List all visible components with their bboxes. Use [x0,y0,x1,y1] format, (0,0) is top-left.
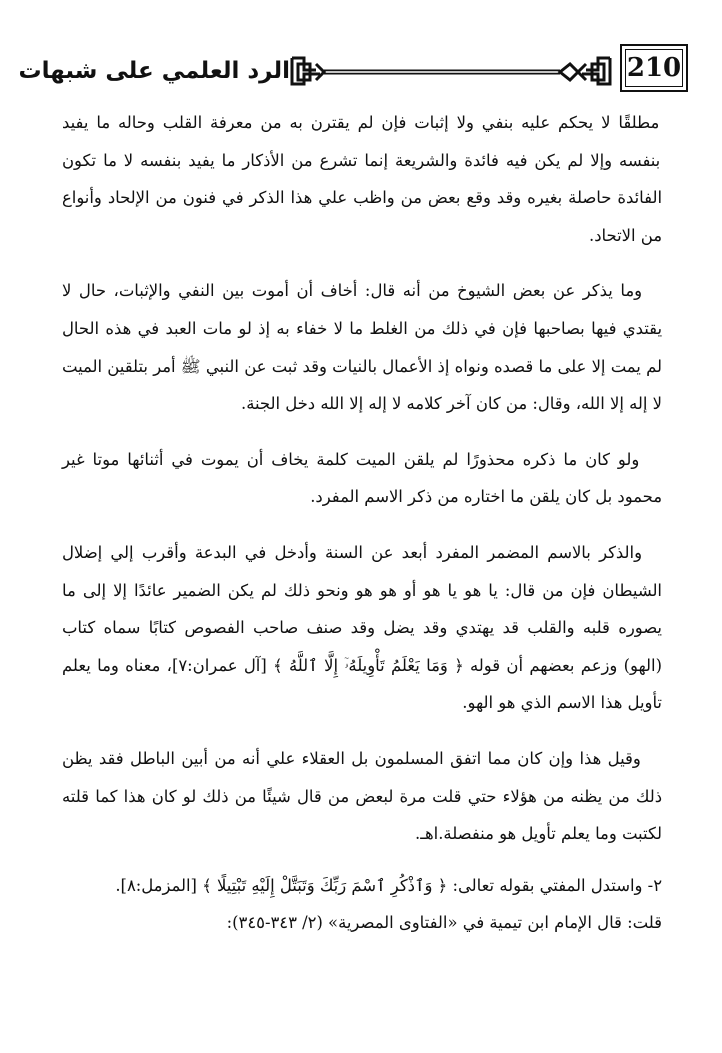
text-line: إضلال الشيطان فإن من قال: يا هو يا هو أو هو هو ونحو ذلك لم يكن الضمير عائدًا [62,542,662,600]
text-line: حال لا يقتدي فيها بصاحبها فإن في ذلك من الغلط ما لا خفاء به إذ لو مات العبد في [62,281,663,338]
paragraph-3 [62,441,662,516]
text-line: وما يذكر عن بعض الشيوخ من أنه قال: أخاف أن أموت بين النفي والإثبات، [105,281,643,301]
text-line: دخل الجنة. [240,394,316,414]
paragraph-2 [62,272,662,422]
body-text [62,104,662,942]
text-line: معناه وما يعلم تأويل هذا الاسم الذي هو الهو. [62,655,662,713]
page-header [0,36,722,106]
text-line: هذه الحال لم يمت إلا على ما قصده ونواه إذ الأعمال بالنيات وقد ثبت عن النبي [62,318,662,376]
paragraph-5 [62,740,662,853]
text-line: والذكر بالاسم المضمر المفرد أبعد عن السنة وأدخل في البدعة وأقرب إلي [102,542,642,562]
quran-quote-line: ٢- واستدل المفتي بقوله تعالى: ﴿ وَٱذْكُرِ ٱسْمَ رَبِّكَ وَتَبَتَّلْ إِلَيْهِ تَبْتِيلًا ﴾ [المزمل:٨]. [115,875,662,895]
quran-quote-line: سماه كتاب (الهو) وزعم بعضهم أن قوله ﴿ وَمَا يَعْلَمُ تَأْوِيلَهُۥٓ إِلَّا ٱللَّهُ ﴾ [آل عمران:٧]، [62,618,662,675]
text-line: وأنواع من الاتحاد. [62,188,662,245]
text-line: إلا إلى ما يصوره قلبه والقلب قد يهتدي وقد يضل وقد صنف صاحب الفصوص كتابًا [62,580,662,638]
text-line: ذلك من يظنه من هؤلاء حتي قلت مرة لبعض من قال شيئًا من ذلك لو كان هذا كما [89,786,662,806]
paragraph-6 [62,867,662,942]
paragraph-1 [62,104,662,254]
text-line: ﷺ أمر بتلقين الميت لا إله إلا الله، وقال: من كان آخر كلامه لا إله إلا الله [62,356,662,414]
text-line: مطلقًا لا يحكم عليه بنفي ولا إثبات فإن لم يقترن به من معرفة القلب وحاله ما يفيد [62,113,660,132]
citation-line: قلت: قال الإمام ابن تيمية في «الفتاوى المصرية» (٢/ ٣٤٣-٣٤٥): [226,913,662,933]
text-line: الفائدة حاصلة بغيره وقد وقع بعض من واظب علي هذا الذكر في فنون من الإلحاد [101,188,662,208]
text-line: بنفسه وإلا لم يكن فيه فائدة والشريعة إنما تشرع من الأذكار ما يفيد بنفسه لا ما تكون [62,150,661,170]
paragraph-4 [62,534,662,722]
text-line: ولو كان ما ذكره محذورًا لم يلقن الميت كلمة يخاف أن يموت في أثنائها موتا غير [62,449,640,469]
header-ornament-icon [284,50,618,92]
text-line: وقيل هذا وإن كان مما اتفق المسلمون بل العقلاء علي أنه من أبين الباطل فقد يظن [62,748,641,768]
page-number: 210 [620,44,688,92]
book-title: الرد العلمي على شبهات [18,58,290,84]
text-line: محمود بل كان يلقن ما اختاره من ذكر الاسم المفرد. [310,487,662,507]
text-line: قلته لكتبت وما يعلم تأويل هو منفصلة.اهـ. [62,786,662,844]
